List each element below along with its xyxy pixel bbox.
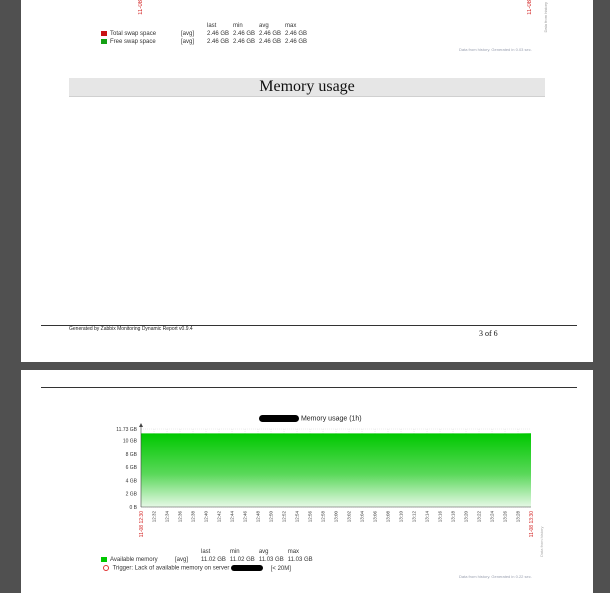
page-number: 3 of 6 [479,329,498,338]
swap-generated-note: Data from history. Generated in 0.03 sec. [459,47,532,52]
y-tick-label: 6 GB [125,465,137,472]
swap-legend-header-last: last [207,23,217,29]
x-tick-label: 12:48 [255,511,261,523]
x-tick-label: 13:18 [450,511,456,523]
redacted-server-name [231,565,263,571]
section-title: Memory usage [69,78,545,97]
swap-legend-name: Free swap space [110,39,156,45]
memory-legend [101,548,317,564]
swap-legend-header-avg: avg [259,23,269,29]
swap-legend-min: 2.46 GB [233,31,256,37]
swap-legend-last: 2.46 GB [207,39,230,45]
memory-legend-header-avg: avg [258,549,269,555]
y-axis-arrow-icon [139,423,143,427]
swap-legend-row [101,30,311,38]
footer-generator-text: Generated by Zabbix Monitoring Dynamic Report v0.9.4 [69,326,193,332]
x-tick-label: 12:40 [203,511,209,523]
y-tick-label: 8 GB [125,451,137,458]
memory-legend-row [101,556,317,564]
memory-legend-avg: 11.03 GB [258,557,284,563]
x-tick-label: 13:22 [476,511,482,523]
redacted-hostname [259,415,299,422]
x-tick-label: 13:26 [502,511,508,523]
chart-area-layer [141,434,531,507]
x-tick-label: 12:42 [216,511,222,523]
swap-legend-avg: 2.46 GB [259,31,282,37]
swap-legend-header-max: max [285,23,297,29]
x-tick-label: 13:24 [489,511,495,523]
right-side-note: Data from history [539,526,544,557]
y-tick-label: 4 GB [125,478,137,485]
memory-generated-note: Data from history. Generated in 0.22 sec. [459,574,532,579]
x-tick-label: 12:54 [294,511,300,523]
swap-legend-header-min: min [233,23,243,29]
trigger-marker-icon [103,565,109,571]
x-tick-label: 13:06 [372,511,378,523]
chart-title-row [259,415,362,422]
x-tick-label: 12:46 [242,511,248,523]
x-tick-label: 12:32 [151,511,157,523]
y-tick-label: 0 B [129,505,137,511]
swap-legend-agg: [avg] [181,31,195,37]
memory-legend-max: 11.03 GB [287,557,313,563]
x-tick-label: 12:50 [268,511,274,523]
swap-legend-avg: 2.46 GB [259,39,282,45]
x-tick-label: 13:08 [385,511,391,523]
swap-legend-min: 2.46 GB [233,39,256,45]
x-tick-label: 12:56 [307,511,313,523]
swap-legend-agg: [avg] [181,39,195,45]
memory-legend-agg: [avg] [175,557,189,563]
x-tick-label: 12:52 [281,511,287,523]
swap-legend-max: 2.46 GB [285,31,308,37]
x-tick-label: 13:16 [437,511,443,523]
swap-chart-date-left: 11-08 [138,0,144,15]
memory-legend-min: 11.02 GB [229,557,255,563]
x-end-label: 11-08 13:30 [529,511,535,538]
x-tick-label: 12:38 [190,511,196,523]
swap-legend [101,22,311,46]
x-tick-label: 12:34 [164,511,170,523]
y-tick-label: 10 GB [122,438,137,445]
swap-legend-name: Total swap space [110,31,157,37]
memory-legend-header-min: min [229,549,240,555]
available-memory-swatch [101,557,107,562]
trigger-label: Trigger: Lack of available memory on server [112,565,230,572]
swap-legend-max: 2.46 GB [285,39,308,45]
x-tick-label: 13:12 [411,511,417,523]
x-tick-label: 13:28 [515,511,521,523]
x-tick-label: 13:10 [398,511,404,523]
y-tick-label: 11.73 GB [116,427,137,433]
x-tick-label: 12:44 [229,511,235,523]
x-tick-label: 13:20 [463,511,469,523]
chart-title: Memory usage (1h) [300,415,362,423]
trigger-legend [103,565,291,572]
memory-legend-name: Available memory [110,557,158,563]
x-tick-label: 13:04 [359,511,365,523]
swap-total-swatch [101,31,107,36]
report-page-3 [21,0,593,362]
memory-legend-header-last: last [201,549,211,555]
x-tick-label: 13:14 [424,511,430,523]
x-tick-label: 12:58 [320,511,326,523]
swap-legend-row [101,38,311,46]
swap-chart-side-note: Data from history [543,2,548,33]
memory-legend-header-max: max [287,549,300,555]
swap-legend-last: 2.46 GB [207,31,230,37]
x-tick-label: 13:02 [346,511,352,523]
x-tick-label: 13:00 [333,511,339,523]
x-start-label: 11-08 12:30 [139,511,145,538]
swap-chart-date-right: 11-08 [527,0,533,15]
swap-free-swatch [101,39,107,44]
trigger-threshold: [< 20M] [270,565,291,572]
memory-legend-last: 11.02 GB [201,557,226,563]
report-page-4 [21,370,593,593]
y-tick-label: 2 GB [125,491,137,498]
available-memory-area [141,434,531,507]
x-tick-label: 12:36 [177,511,183,523]
